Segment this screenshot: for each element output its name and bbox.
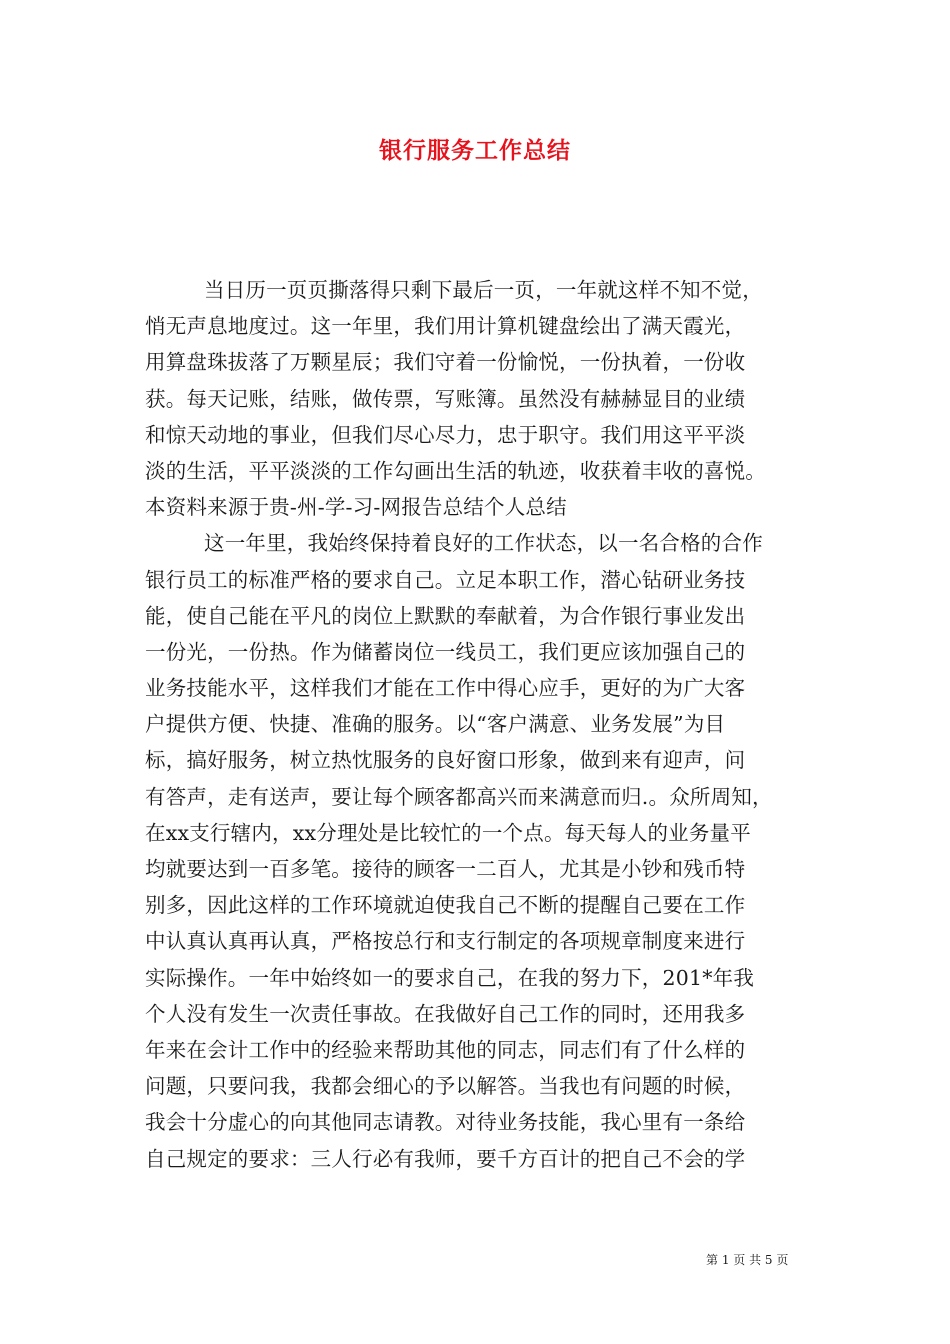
- body-text-line: 淡的生活，平平淡淡的工作勾画出生活的轨迹，收获着丰收的喜悦。: [145, 458, 766, 483]
- body-text-line: 我会十分虚心的向其他同志请教。对待业务技能，我心里有一条给: [145, 1110, 746, 1135]
- body-text-line: 获。每天记账，结账，做传票，写账簿。虽然没有赫赫显目的业绩: [145, 386, 746, 411]
- body-text-line: 自己规定的要求：三人行必有我师，要千方百计的把自己不会的学: [145, 1146, 746, 1171]
- body-text-line: 和惊天动地的事业，但我们尽心尽力，忠于职守。我们用这平平淡: [145, 422, 746, 447]
- body-text-line: 一份光，一份热。作为储蓄岗位一线员工，我们更应该加强自己的: [145, 639, 746, 664]
- body-text-line: 标，搞好服务，树立热忱服务的良好窗口形象，做到来有迎声，问: [145, 748, 746, 773]
- body-text-line: 别多，因此这样的工作环境就迫使我自己不断的提醒自己要在工作: [145, 893, 746, 918]
- body-text-line: 有答声，走有送声，要让每个顾客都高兴而来满意而归.。众所周知，: [145, 784, 773, 809]
- body-text-line: 均就要达到一百多笔。接待的顾客一二百人，尤其是小钞和残币特: [145, 857, 746, 881]
- body-text-line: 户提供方便、快捷、准确的服务。以“客户满意、业务发展”为目: [145, 712, 726, 737]
- body-text-line: 用算盘珠拔落了万颗星辰；我们守着一份愉悦，一份执着，一份收: [145, 350, 746, 375]
- body-text-line: 这一年里，我始终保持着良好的工作状态，以一名合格的合作: [204, 531, 763, 556]
- body-text-line: 当日历一页页撕落得只剩下最后一页，一年就这样不知不觉，: [204, 278, 763, 302]
- body-text-line: 中认真认真再认真，严格按总行和支行制定的各项规章制度来进行: [145, 929, 746, 954]
- body-text-line: 银行员工的标准严格的要求自己。立足本职工作，潜心钻研业务技: [145, 567, 746, 592]
- body-text-line: 能，使自己能在平凡的岗位上默默的奉献着，为合作银行事业发出: [145, 603, 746, 628]
- page-number-footer: 第 1 页 共 5 页: [706, 1253, 789, 1267]
- document-body: [145, 272, 825, 1177]
- document-title: 银行服务工作总结: [379, 137, 571, 164]
- body-text-line: 本资料来源于贵-州-学-习-网报告总结个人总结: [145, 495, 567, 520]
- body-text-line: 年来在会计工作中的经验来帮助其他的同志，同志们有了什么样的: [145, 1037, 746, 1062]
- body-text-line: 悄无声息地度过。这一年里，我们用计算机键盘绘出了满天霞光，: [145, 314, 746, 339]
- body-text-line: 问题，只要问我，我都会细心的予以解答。当我也有问题的时候，: [145, 1074, 746, 1099]
- body-text-line: 在xx支行辖内，xx分理处是比较忙的一个点。每天每人的业务量平: [145, 820, 751, 845]
- body-text-line: 个人没有发生一次责任事故。在我做好自己工作的同时，还用我多: [145, 1001, 746, 1026]
- body-text-line: 业务技能水平，这样我们才能在工作中得心应手，更好的为广大客: [145, 676, 746, 701]
- body-text-line: 实际操作。一年中始终如一的要求自己，在我的努力下，201*年我: [145, 965, 755, 990]
